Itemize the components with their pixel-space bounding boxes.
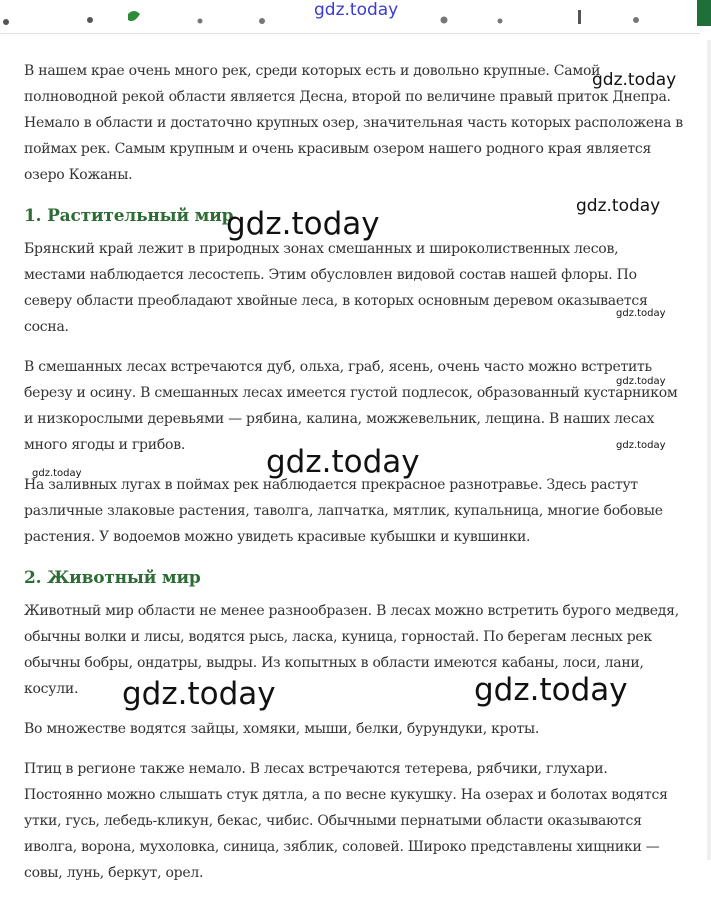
watermark: gdz.today <box>226 206 380 242</box>
flora-paragraph-3: На заливных лугах в поймах рек наблюдается прекрасное разнотравье. Здесь растут различные злаковые растения, таволга, лапчатка, мятлик, купальница, многие бобовые растения. У водоемов можно увидеть красивые кубышки и кувшинки. <box>24 477 663 545</box>
header-fragment-mark <box>578 10 581 24</box>
right-edge <box>707 40 711 860</box>
watermark: gdz.today <box>32 468 82 479</box>
watermark: gdz.today <box>576 196 661 216</box>
section-heading-fauna: 2. Животный мир <box>24 568 201 588</box>
header-fragment-mark <box>697 0 711 26</box>
header-fragment-mark <box>198 19 203 24</box>
fauna-paragraph-3: Птиц в регионе также немало. В лесах встречаются тетерева, рябчики, глухари. Постоянно можно слышать стук дятла, а по весне кукушку. На озерах и болотах водятся утки, гусь, лебедь-кликун, бекас, чибис. Обычными пернатыми области оказываются иволга, ворона, мухоловка, синица, зяблик, соловей. Широко представлены хищники — совы, лунь, беркут, орел. <box>24 761 668 881</box>
header-fragment-mark <box>3 19 9 25</box>
watermark: gdz.today <box>122 676 276 712</box>
watermark: gdz.today <box>616 440 666 451</box>
watermark: gdz.today <box>592 70 677 90</box>
section-heading-flora: 1. Растительный мир <box>24 206 234 226</box>
watermark: gdz.today <box>616 308 666 319</box>
top-header-strip <box>0 0 711 30</box>
fauna-paragraph-2: Во множестве водятся зайцы, хомяки, мыши, белки, бурундуки, кроты. <box>24 721 540 737</box>
watermark: gdz.today <box>266 444 420 480</box>
header-fragment-mark <box>498 19 503 24</box>
header-divider <box>0 33 700 34</box>
header-fragment-mark <box>87 17 93 23</box>
watermark: gdz.today <box>616 376 666 387</box>
flora-paragraph-1: Брянский край лежит в природных зонах смешанных и широколиственных лесов, местами наблюдается лесостепь. Этим обусловлен видовой состав нашей флоры. По северу области преобладают хвойные леса, в которых основным деревом оказывается сосна. <box>24 241 648 335</box>
header-fragment-mark <box>441 17 448 24</box>
intro-paragraph: В нашем крае очень много рек, среди которых есть и довольно крупные. Самой полноводной рекой области является Десна, второй по величине правый приток Днепра. Немало в области и достаточно крупных озер, значительная часть которых расположена в поймах рек. Самым крупным и очень красивым озером нашего родного края является озеро Кожаны. <box>24 63 683 183</box>
flora-paragraph-2: В смешанных лесах встречаются дуб, ольха, граб, ясень, очень часто можно встретить березу и осину. В смешанных лесах имеется густой подлесок, образованный кустарником и низкорослыми деревьями — рябина, калина, можжевельник, лещина. В наших лесах много ягоды и грибов. <box>24 359 678 453</box>
watermark: gdz.today <box>474 672 628 708</box>
fauna-paragraph-1: Животный мир области не менее разнообразен. В лесах можно встретить бурого медведя, обычны волки и лисы, водятся рысь, ласка, куница, горностай. По берегам лесных рек обычны бобры, ондатры, выдры. Из копытных в области имеются кабаны, лоси, лани, косули. <box>24 603 679 697</box>
header-fragment-mark <box>259 18 265 24</box>
header-fragment-mark <box>633 17 639 23</box>
watermark-top: gdz.today <box>314 0 399 20</box>
